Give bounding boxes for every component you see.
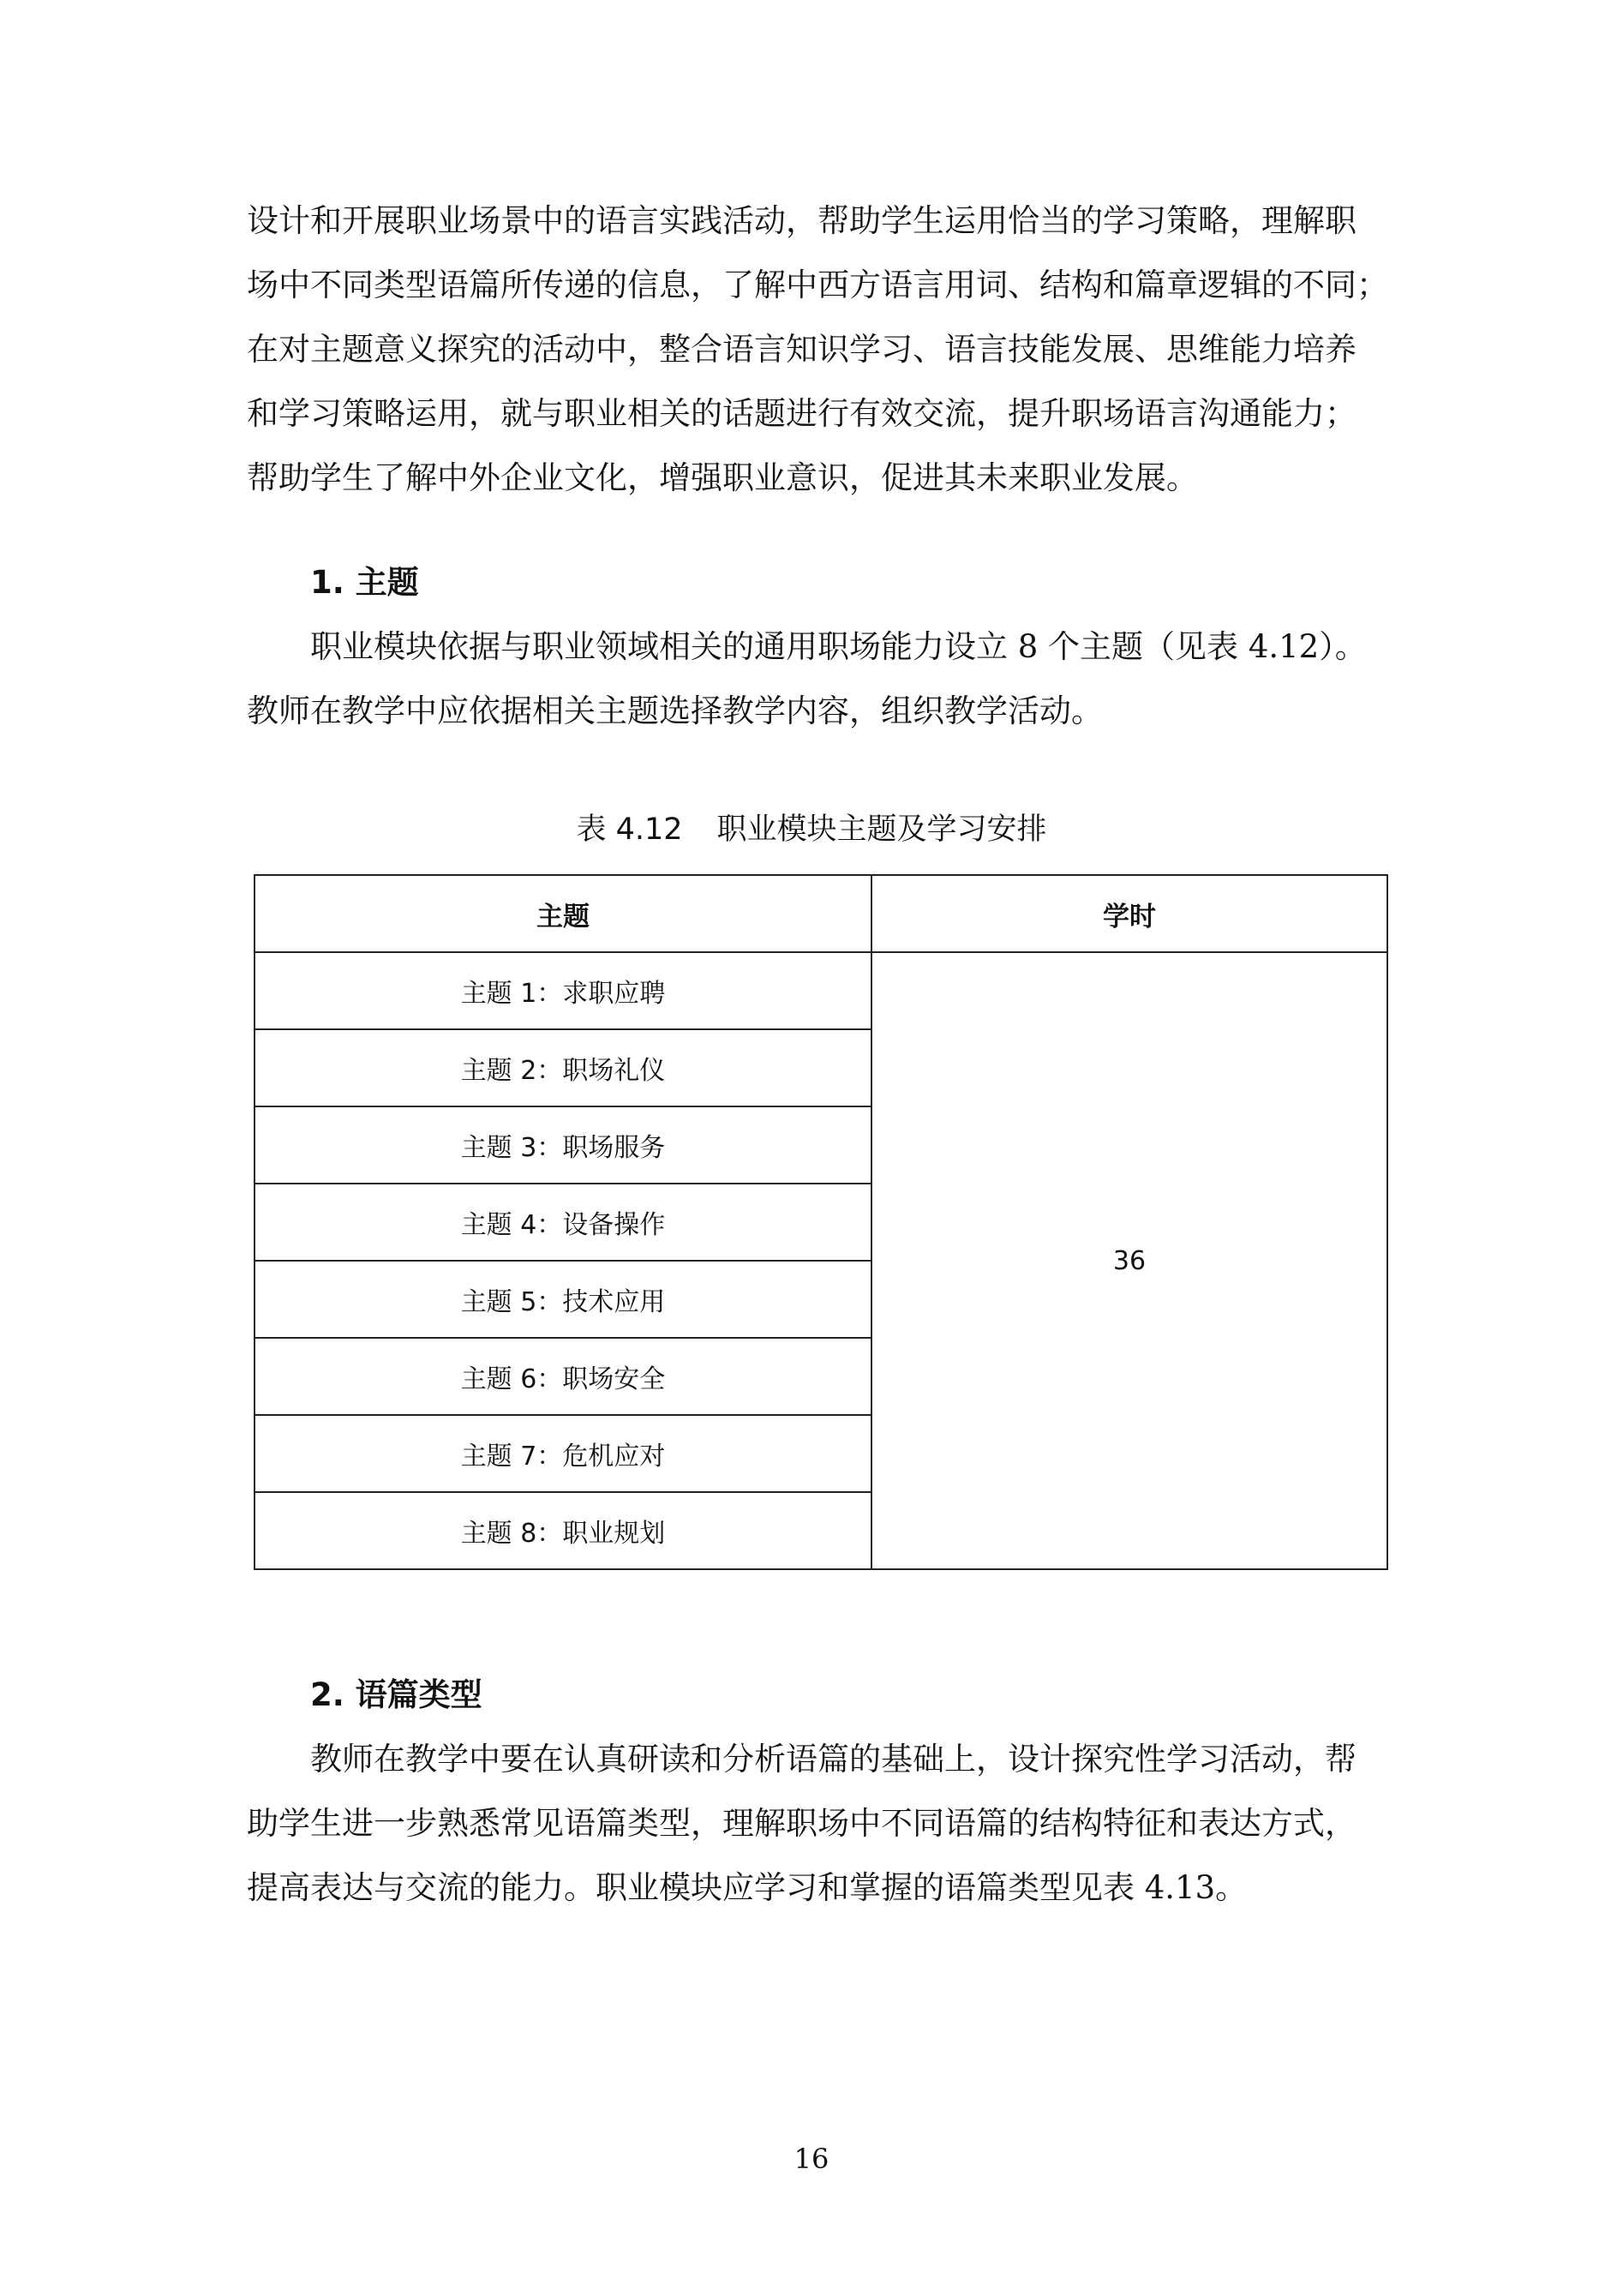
section1-heading: 1. 主题: [310, 564, 419, 601]
table-row: [255, 952, 1387, 1029]
section2-line: 教师在教学中要在认真研读和分析语篇的基础上，设计探究性学习活动，帮: [310, 1741, 1356, 1777]
header-hours: 学时: [871, 875, 1387, 952]
topic-cell: 主题 3：职场服务: [255, 1106, 871, 1184]
intro-line: 场中不同类型语篇所传递的信息，了解中西方语言用词、结构和篇章逻辑的不同；: [247, 267, 1388, 303]
topic-cell: 主题 1：求职应聘: [255, 952, 871, 1029]
topic-cell: 主题 8：职业规划: [255, 1492, 871, 1569]
section1-line: 教师在教学中应依据相关主题选择教学内容，组织教学活动。: [247, 692, 1103, 729]
table-caption: [0, 804, 1623, 855]
header-topic: 主题: [255, 875, 871, 952]
table-caption-title: 职业模块主题及学习安排: [716, 812, 1047, 847]
topic-cell: 主题 7：危机应对: [255, 1415, 871, 1492]
section2-line: 提高表达与交流的能力。职业模块应学习和掌握的语篇类型见表 4.13。: [247, 1869, 1248, 1906]
page-number: 16: [794, 2143, 829, 2175]
topic-cell: 主题 4：设备操作: [255, 1184, 871, 1261]
table-header-row: [255, 875, 1387, 952]
topic-cell: 主题 6：职场安全: [255, 1338, 871, 1415]
topic-cell: 主题 2：职场礼仪: [255, 1029, 871, 1106]
section2-paragraph: [247, 1727, 1386, 1920]
table-caption-number: 表 4.12: [576, 812, 683, 847]
intro-line: 和学习策略运用，就与职业相关的话题进行有效交流，提升职场语言沟通能力；: [247, 395, 1356, 432]
intro-line: 帮助学生了解中外企业文化，增强职业意识，促进其未来职业发展。: [247, 459, 1198, 496]
topics-table: [254, 874, 1388, 1570]
section2-heading: 2. 语篇类型: [310, 1676, 482, 1713]
section1-paragraph: [247, 614, 1386, 743]
intro-line: 设计和开展职业场景中的语言实践活动，帮助学生运用恰当的学习策略，理解职: [247, 202, 1356, 239]
section2-line: 助学生进一步熟悉常见语篇类型，理解职场中不同语篇的结构特征和表达方式，: [247, 1805, 1356, 1842]
section1-line: 职业模块依据与职业领域相关的通用职场能力设立 8 个主题（见表 4.12）。: [310, 628, 1367, 665]
intro-paragraph: [247, 189, 1386, 510]
topic-cell: 主题 5：技术应用: [255, 1261, 871, 1338]
hours-cell: 36: [871, 952, 1387, 1569]
intro-line: 在对主题意义探究的活动中，整合语言知识学习、语言技能发展、思维能力培养: [247, 331, 1356, 368]
